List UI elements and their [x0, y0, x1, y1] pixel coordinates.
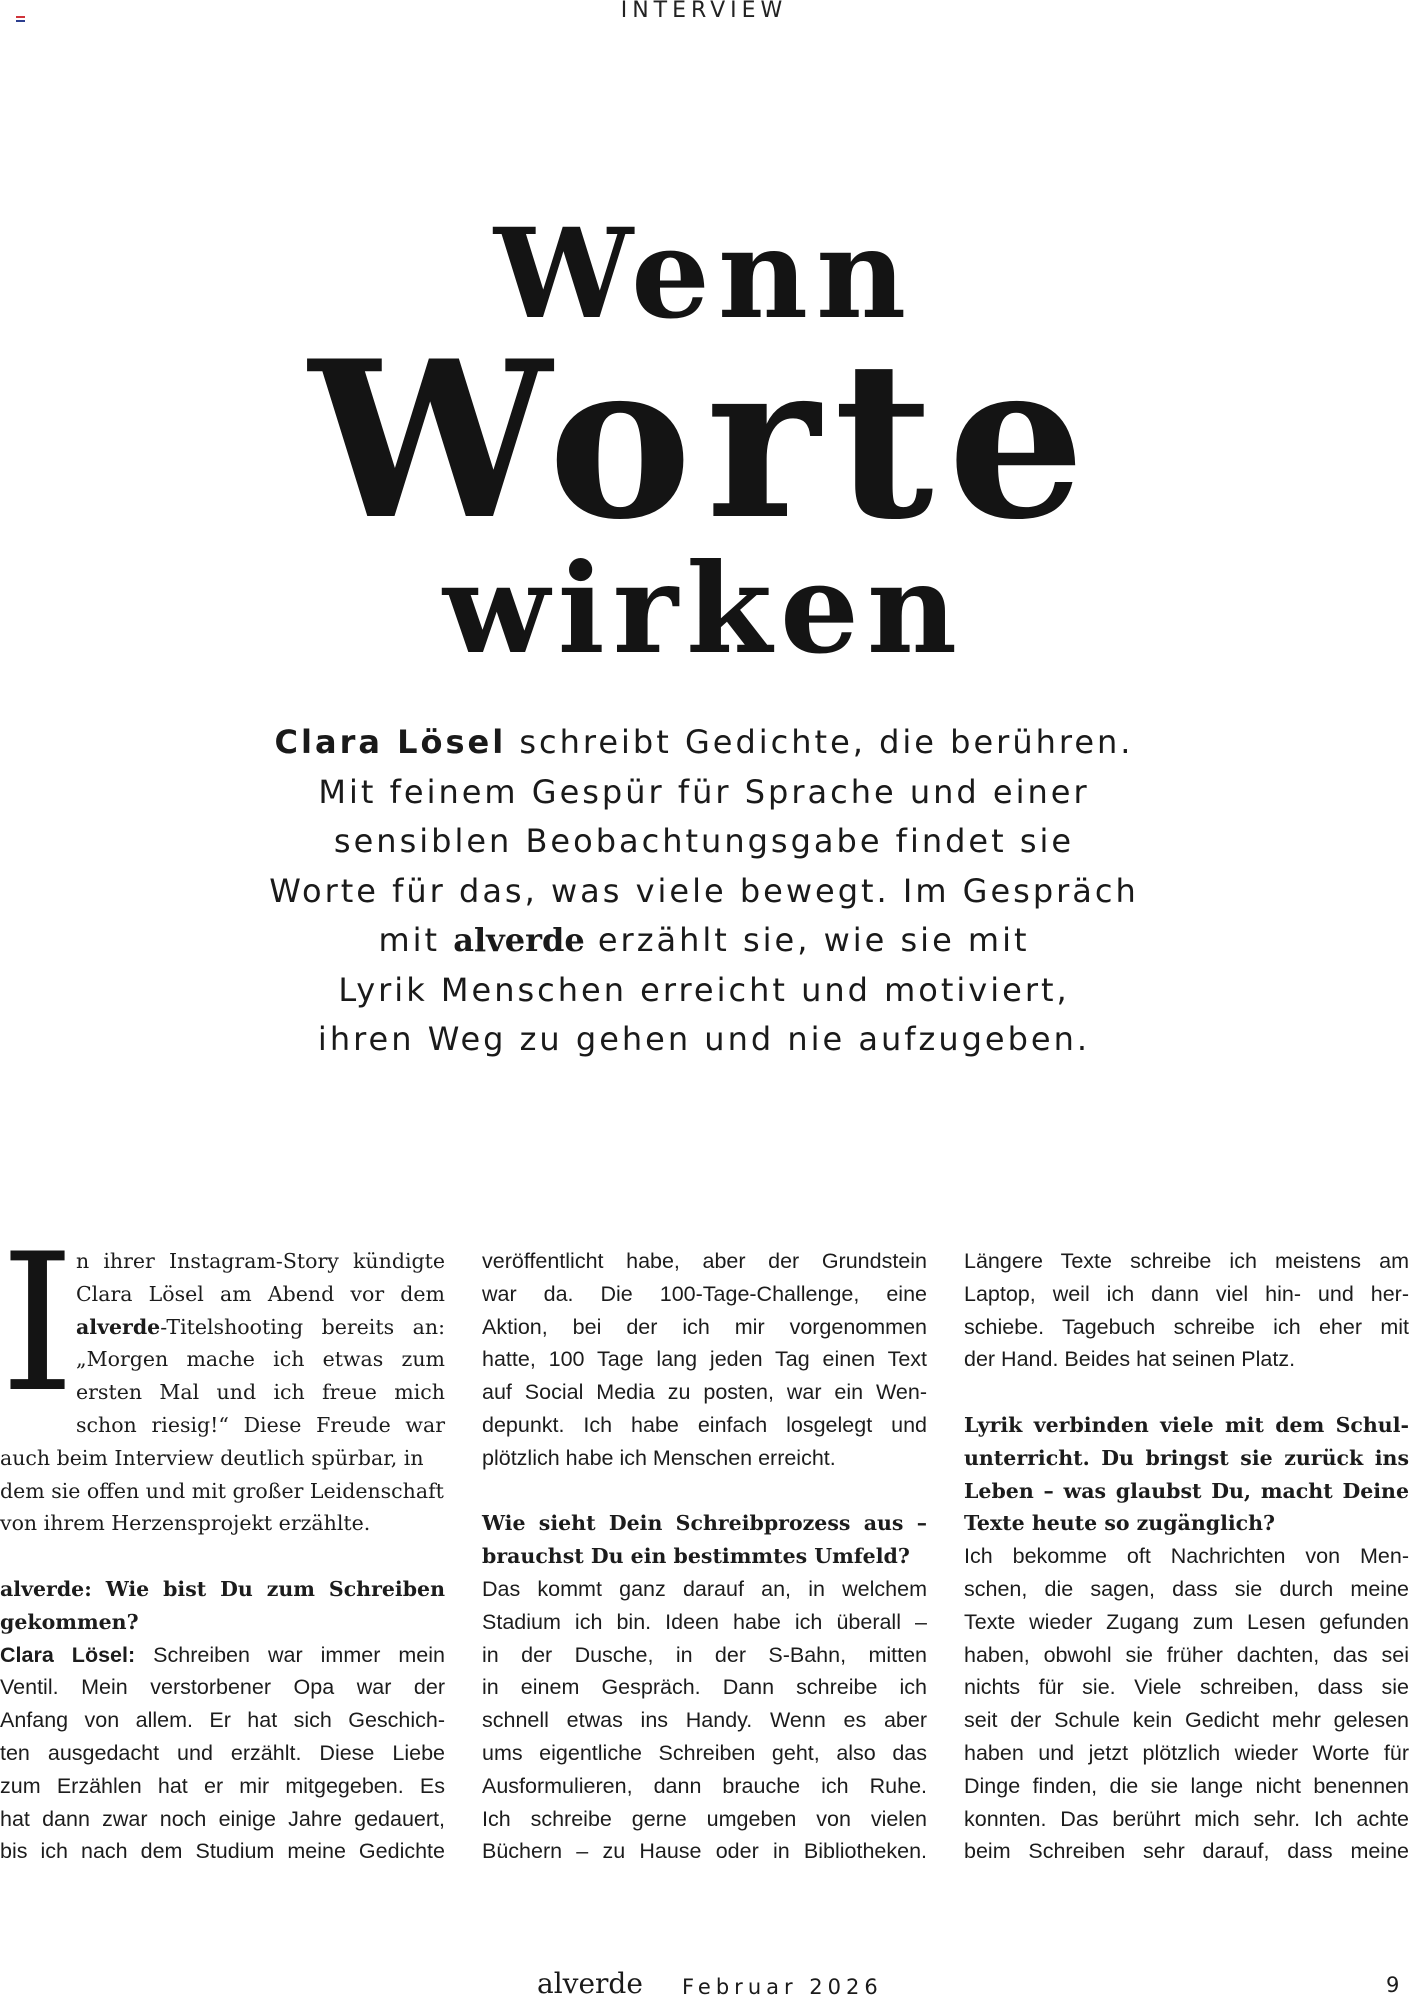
brand-name: alverde — [76, 1314, 161, 1339]
text-line: war da. Die 100-Tage-Challenge, eine — [482, 1281, 927, 1306]
text-line: Ausformulieren, dann brauche ich Ruhe. — [482, 1773, 927, 1798]
intro-line: Lyrik Menschen erreicht und motiviert, — [338, 970, 1070, 1009]
article-column-1 — [0, 1213, 445, 1868]
headline-line-1: Wenn — [493, 202, 915, 347]
text-line: beim Schreiben sehr darauf, dass meine — [964, 1839, 1409, 1864]
text-line: Anfang von allem. Er hat sich Geschich- — [0, 1708, 445, 1733]
text-line: hatte, 100 Tage lang jeden Tag einen Text — [482, 1347, 927, 1372]
text-line: konnten. Das berührt mich sehr. Ich achte — [964, 1806, 1409, 1831]
text-line: auch beim Interview deutlich spürbar, in — [0, 1445, 424, 1470]
intro-line: mit alverde erzählt sie, wie sie mit — [378, 921, 1030, 959]
article-column-3 — [964, 1245, 1409, 1868]
text-line: haben und jetzt plötzlich wieder Worte für — [964, 1740, 1409, 1765]
text-line: alverde-Titelshooting bereits an: — [76, 1314, 445, 1339]
answer-1: Clara Lösel: Schreiben war immer mein Ventil. Mein verstorbener Opa war der Anfang von allem. Er hat sich Geschich- ten ausgedacht und erzählt. Diese Liebe zum Erzählen hat er mir mitgegeben. Es hat dann zwar noch einige Jahre gedauert, bis ich nach dem Studium meine Gedichte — [0, 1639, 445, 1869]
text-line: hat dann zwar noch einige Jahre gedauert, — [0, 1806, 445, 1831]
interviewer-label: alverde: — [0, 1576, 92, 1601]
intro-line: Mit feinem Gespür für Sprache und einer — [318, 772, 1090, 811]
intro-line: ihren Weg zu gehen und nie aufzugeben. — [317, 1020, 1091, 1058]
answer-2 — [482, 1573, 927, 1868]
text-line: Büchern – zu Hause oder in Bibliotheken. — [482, 1839, 927, 1864]
intro-line: Worte für das, was viele bewegt. Im Gespräch — [269, 871, 1139, 910]
text-line: schiebe. Tagebuch schreibe ich eher mit — [964, 1314, 1409, 1339]
text-line: Clara Lösel am Abend vor dem — [76, 1281, 445, 1306]
headline-line-2: Worte — [308, 313, 1100, 567]
drop-cap: I — [0, 1213, 76, 1434]
intro-line: sensiblen Beobachtungsgabe findet sie — [333, 822, 1075, 860]
text-line: von ihrem Herzensprojekt erzählte. — [0, 1511, 371, 1536]
text-line: Stadium ich bin. Ideen habe ich überall – — [482, 1609, 927, 1634]
text-line: Ich bekomme oft Nachrichten von Men- — [964, 1544, 1409, 1569]
text-line: depunkt. Ich habe einfach losgelegt und — [482, 1412, 927, 1437]
headline-line-3: wirken — [442, 537, 966, 682]
intro-lede — [150, 718, 1258, 1065]
text-line: veröffentlicht habe, aber der Grundstein — [482, 1249, 927, 1273]
intro-line: Clara Lösel schreibt Gedichte, die berühren. — [274, 723, 1134, 761]
text-line: Dinge finden, die sie lange nicht benennen — [964, 1773, 1409, 1798]
text-line: haben, obwohl sie früher dachten, das sei — [964, 1642, 1409, 1667]
text-line: in einem Gespräch. Dann schreibe ich — [482, 1675, 927, 1700]
answer-1-continued — [482, 1245, 927, 1475]
question-1: alverde: Wie bist Du zum Schreiben gekommen? — [0, 1576, 445, 1634]
text-line: schnell etwas ins Handy. Wenn es aber — [482, 1708, 927, 1733]
text-line: Texte wieder Zugang zum Lesen gefunden — [964, 1609, 1409, 1634]
article-column-2 — [482, 1245, 927, 1868]
text-line: seit der Schule kein Gedicht mehr gelesen — [964, 1708, 1409, 1733]
text-line: ersten Mal und ich freue mich — [76, 1380, 445, 1405]
text-line: ten ausgedacht und erzählt. Diese Liebe — [0, 1740, 445, 1765]
text-line: n ihrer Instagram-Story kündigte — [76, 1249, 445, 1273]
text-line: in der Dusche, in der S-Bahn, mitten — [482, 1642, 927, 1667]
footer-date: Februar 2026 — [682, 1975, 883, 1999]
intro-paragraph — [0, 1213, 445, 1540]
question-3: Lyrik verbinden viele mit dem Schul- unterricht. Du bringst sie zurück ins Leben – was glaubst Du, macht Deine Texte heute so zugänglich? — [964, 1412, 1409, 1536]
section-label: INTERVIEW — [620, 0, 788, 23]
text-line: der Hand. Beides hat seinen Platz. — [964, 1347, 1296, 1372]
page-number: 9 — [1386, 1973, 1400, 1997]
answer-2-continued — [964, 1245, 1409, 1376]
text-line: plötzlich habe ich Menschen erreicht. — [482, 1445, 836, 1470]
text-line: ums eigentliche Schreiben geht, also das — [482, 1740, 927, 1765]
text-line: schen, die sagen, dass sie durch meine — [964, 1576, 1409, 1601]
text-line: „Morgen mache ich etwas zum — [76, 1347, 445, 1372]
text-line: zum Erzählen hat er mir mitgegeben. Es — [0, 1773, 445, 1798]
footer-brand-logo: alverde — [537, 1967, 643, 2000]
answer-3 — [964, 1540, 1409, 1868]
text-line: Das kommt ganz darauf an, in welchem — [482, 1576, 927, 1601]
brand-name: alverde — [453, 921, 585, 959]
text-line: dem sie offen und mit großer Leidenschaft — [0, 1478, 444, 1503]
intro-name: Clara Lösel — [274, 723, 507, 761]
text-line: Ventil. Mein verstorbener Opa war der — [0, 1675, 445, 1700]
text-line: auf Social Media zu posten, war ein Wen- — [482, 1380, 927, 1405]
text-line: Laptop, weil ich dann viel hin- und her- — [964, 1281, 1409, 1306]
speaker-label: Clara Lösel: — [0, 1642, 136, 1667]
text-line: bis ich nach dem Studium meine Gedichte — [0, 1839, 445, 1864]
text-line: nichts für sie. Viele schreiben, dass sie — [964, 1675, 1409, 1700]
text-line: Längere Texte schreibe ich meistens am — [964, 1249, 1409, 1273]
text-line: Ich schreibe gerne umgeben von vielen — [482, 1806, 927, 1831]
question-2: Wie sieht Dein Schreibprozess aus – brauchst Du ein bestimmtes Umfeld? — [482, 1511, 927, 1569]
text-line: schon riesig!“ Diese Freude war — [76, 1412, 445, 1437]
text-line: Aktion, bei der ich mir vorgenommen — [482, 1314, 927, 1339]
